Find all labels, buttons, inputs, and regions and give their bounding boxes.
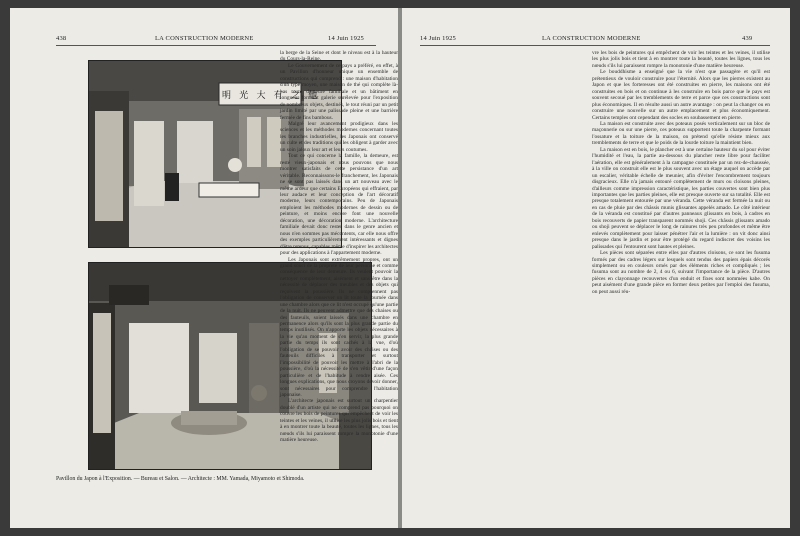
left-paragraph: la berge de la Seine et dont le niveau est à la hauteur du Cours-la-Reine.: [280, 50, 398, 63]
right-text-column: [592, 50, 770, 295]
right-paragraph: vre les bois de peintures qui empêchent de voir les teintes et les veines, il utilise les plus jolis bois et tient à en montrer toute la beauté, toutes les lignes, tous les nœuds s'ils lui paraissent rompre la monotonie d'une matière heureuse.: [592, 50, 770, 69]
left-text-column: [280, 50, 398, 444]
photo-caption: Pavillon du Japon à l'Exposition. — Bureau et Salon. — Architecte : MM. Yamada, Miyamoto et Shimoda.: [56, 476, 305, 482]
left-paragraph: Les Japonais sont extrêmement propres, ont un grand souci de la propreté de leur personne et comme conséquence de leur demeure. Ils veulent pouvoir la nettoyer complètement, aisément et sans être dans la nécessité de déplacer des meubles et des objets qui reçoivent la poussière. Ils ne comprennent pas l'obligation de conserver un lit toute la journée dans une chambre alors que ce lit n'est occupé qu'une partie de la nuit. Ils ne peuvent admettre que des chaises ou des fauteuils, soient laissés dans une chambre en permanence alors qu'ils sont la plus grande partie du temps inutilisés. On n'apporte les objets nécessaires à la vie qu'au moment de s'en servir, la plus grande partie du temps ils sont cachés à la vue, d'où l'obligation de se pouvoir avoir des chaises ou des fauteuils difficiles à transporter et surtout l'impossibilité de pouvoir les mettre à l'abri de la poussière, d'où la nécessité de s'en vêtir d'une façon particulière et de l'habitude à rendre aisée. Ces longues explications, que nous croyons devoir donner, sont nécessaires pour comprendre l'habitation japonaise.: [280, 256, 398, 399]
right-paragraph: Le bouddhisme a enseigné que la vie n'est que passagère et qu'il est prétentieux de vouloir construire pour l'éternité. Alors que les pierres existent au Japon et que les forteresses ont été construites en pierre, les maisons ont été construites en bois et on continue à les construire en bois parce que le pays est souvent secoué par les tremblements de terre et parce que ces constructions sont plus économiques. Il en résulte aussi un autre avantage : on peut la changer ou en construire une nouvelle sur un autre emplacement et plus économiquement. Certains temples ont cependant des socles en soubassement en pierre.: [592, 69, 770, 121]
left-journal-title: LA CONSTRUCTION MODERNE: [155, 35, 254, 42]
right-paragraph: Les pièces sont séparées entre elles par d'autres cloisons, ce sont les fusuma formés par des cadres légers sur lesquels sont tendus des papiers épais décorés simplement ou en couleurs ornés par des éléments riches et compliqués ; les fusuma sont au nombre de 2, 4 ou 6, suivant l'importance de la pièce. D'autres pièces en clayonnage recouvertes d'un enduit et fixes sont nommées kabe. On peut aisément d'une grande pièce en former deux petites par l'emploi des fusuma, on peut aussi réu-: [592, 250, 770, 295]
left-paragraph: Le Gouvernement de ce pays a préféré, en effet, à un Pavillon d'honneur unique un ensemble de constructions qui comprend : une maison d'habitation d'un type moyen, une maison de thé qui complète là-bas toute demeure familiale et un bâtiment en longueur formant galerie surélevée pour l'exposition de nombreux objets, destinés, le tout réuni par un petit jardin limité par une palissade pleine et une barrière fermée de fins bambous.: [280, 62, 398, 121]
right-date: 14 Juin 1925: [420, 35, 456, 42]
left-header-rule: [56, 45, 376, 46]
left-page: [10, 8, 398, 528]
right-journal-title: LA CONSTRUCTION MODERNE: [542, 35, 641, 42]
left-page-number: 438: [56, 35, 67, 42]
right-header-rule: [420, 45, 770, 46]
japanese-sign: 明 光 大 有 之 他: [222, 90, 321, 100]
right-page: [402, 8, 790, 528]
left-paragraph: Tout ce qui concerne la famille, la demeure, est resté vieux-japonais et nous pouvons que nous montrer satisfaits de cette persistance d'un art véritable. Reconnaissons-le franchement, les Japonais ne se sont pas laissés dans un art nouveau avec le même ardeur que certains Européens qui effraient, par leur audace et leur conception de l'art décoratif moderne, leurs contemporains. Peu de Japonais emploient les méthodes modernes de dessin ou de peinture, et moins encore font une nouvelle décoration, une décoration moderne. L'architecture familiale devait donc rester dans le genre ancien et nous n'en sommes pas mécontents, car elle nous offre des exemples particulièrement intéressants et dignes d'être retenus, capables même d'inspirer les architectes pour des applications à l'appartement moderne.: [280, 153, 398, 257]
right-paragraph: La maison est construite avec des poteaux posés verticalement sur un bloc de maçonnerie ou sur une pierre, ces poteaux supportent toute la charpente formant l'ossature et la toiture de la maison, on prétend qu'elle résiste mieux aux tremblements de terre et que le poids de la lourde toiture la maintient bien.: [592, 120, 770, 147]
left-paragraph: Malgré leur avancement prodigieux dans les sciences et les méthodes modernes concernant toutes les branches industrielles, les Japonais ont conservé un culte et des traditions qui les obligent à garder avec un soin jaloux leur art et leurs coutumes.: [280, 120, 398, 153]
left-date: 14 Juin 1925: [328, 35, 364, 42]
right-page-number: 439: [742, 35, 753, 42]
right-paragraph: La maison est en bois, le plancher est à une certaine hauteur du sol pour éviter l'humidité et l'eau, la partie au-dessous du plancher reste libre pour faciliter l'aération, elle est généralement à la campagne constituée par un rez-de-chaussée, à la ville on construit elle est le plus souvent avec un étage auquel on accède par un escalier, véritable échelle de meunier, afin d'éviter l'encombrement toujours disgracieux. Elle n'a jamais entouré complètement de murs ou cloisons pleines, d'ailleurs comme impression caractéristique, les parties couvertes sont bien plus importantes que les parties pleines, elle est presque ouverte sur sa totalité. Elle est presque totalement entourée par une véranda. Cette véranda est fermée la nuit ou en cas de pluie par des châssis munis glissantes appelés amado. Le côté intérieur de la véranda est constitué par d'autres panneaux glissants en bois, à cadres en bois recouverts de papier transparent nommés shoji. Ces châssis glissants amado ou shoji peuvent se déplacer le long de rainures très peu profondes et même être enlevés complètement pour laisser pénétrer l'air et la lumière : on vit donc ainsi presque dans le jardin et pour être protégé du regard indiscret des voisins les palissades qui l'entourent sont hautes et pleines.: [592, 146, 770, 250]
left-paragraph: L'architecte japonais est surtout un charpentier doublé d'un artiste qui ne comprend pas pourquoi on couvre les bois de peintures qui empêchent de voir les teintes et les veines, il utilise les plus jolis bois et tient à en montrer toute la beauté, toutes les lignes, tous les nœuds s'ils lui paraissent rompre la monotonie d'une matière heureuse.: [280, 398, 398, 444]
